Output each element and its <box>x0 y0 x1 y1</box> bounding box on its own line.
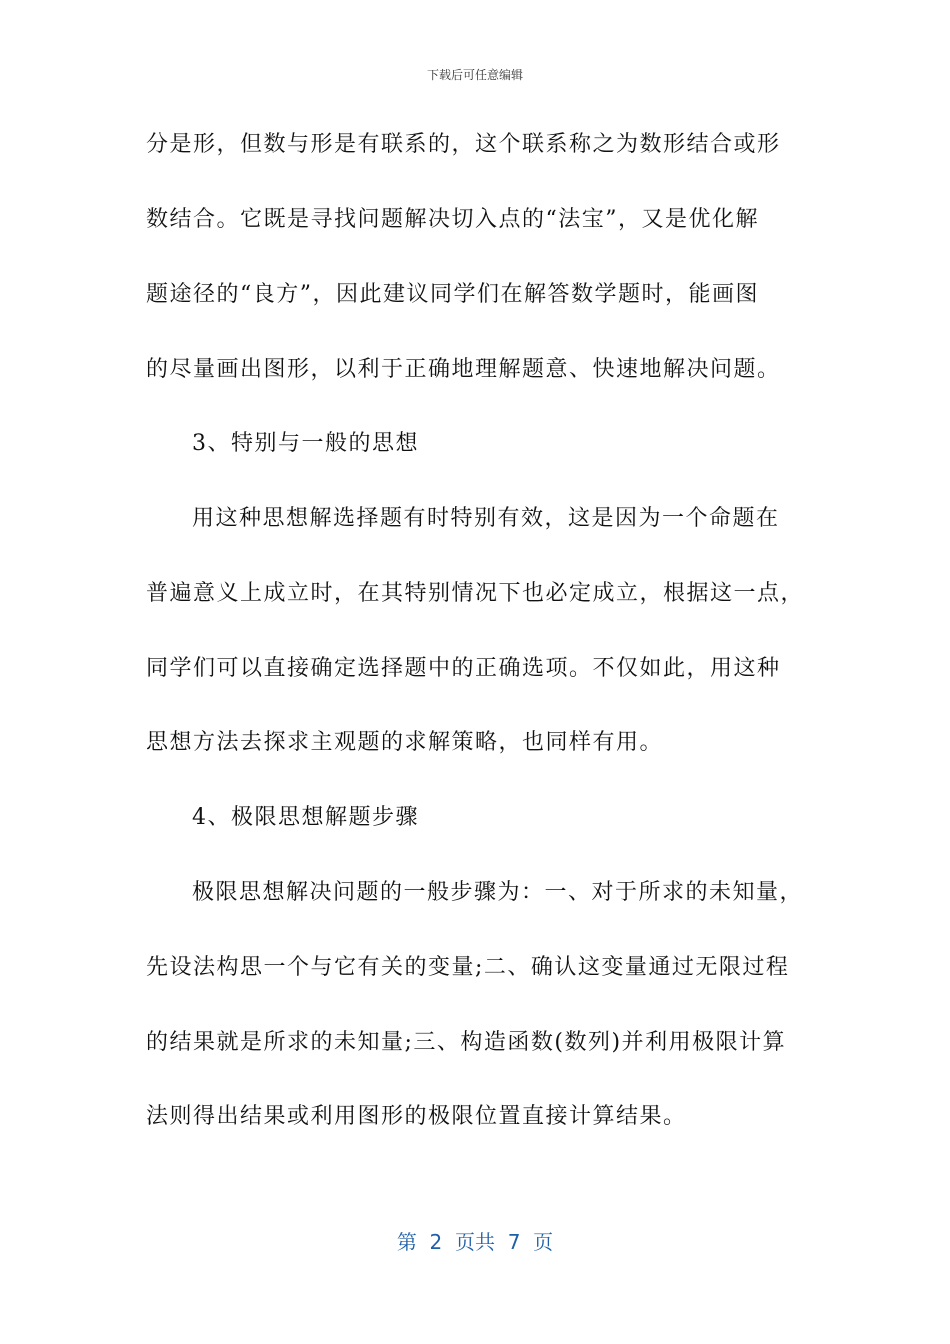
section-heading-3: 3、特别与一般的思想 <box>192 431 419 456</box>
page-footer-number: 第 2 页共 7 页 <box>396 1230 554 1254</box>
paragraph-line-9: 极限思想解决问题的一般步骤为：一、对于所求的未知量， <box>192 880 804 905</box>
paragraph-line-2: 数结合。它既是寻找问题解决切入点的“法宝”，又是优化解 <box>146 207 759 232</box>
paragraph-line-1: 分是形，但数与形是有联系的，这个联系称之为数形结合或形 <box>146 132 781 157</box>
paragraph-line-12: 法则得出结果或利用图形的极限位置直接计算结果。 <box>146 1104 687 1129</box>
paragraph-line-7: 同学们可以直接确定选择题中的正确选项。不仅如此，用这种 <box>146 656 781 681</box>
paragraph-line-11: 的结果就是所求的未知量;三、构造函数(数列)并利用极限计算 <box>146 1030 787 1055</box>
paragraph-line-5: 用这种思想解选择题有时特别有效，这是因为一个命题在 <box>192 506 780 531</box>
paragraph-line-10: 先设法构思一个与它有关的变量;二、确认这变量通过无限过程 <box>146 955 790 980</box>
page-header: 下载后可任意编辑 <box>426 68 523 82</box>
paragraph-line-4: 的尽量画出图形，以利于正确地理解题意、快速地解决问题。 <box>146 357 781 382</box>
paragraph-line-8: 思想方法去探求主观题的求解策略，也同样有用。 <box>146 730 664 755</box>
paragraph-line-3: 题途径的“良方”，因此建议同学们在解答数学题时，能画图 <box>146 282 759 307</box>
paragraph-line-6: 普遍意义上成立时，在其特别情况下也必定成立，根据这一点， <box>146 581 805 606</box>
section-heading-4: 4、极限思想解题步骤 <box>192 805 419 830</box>
